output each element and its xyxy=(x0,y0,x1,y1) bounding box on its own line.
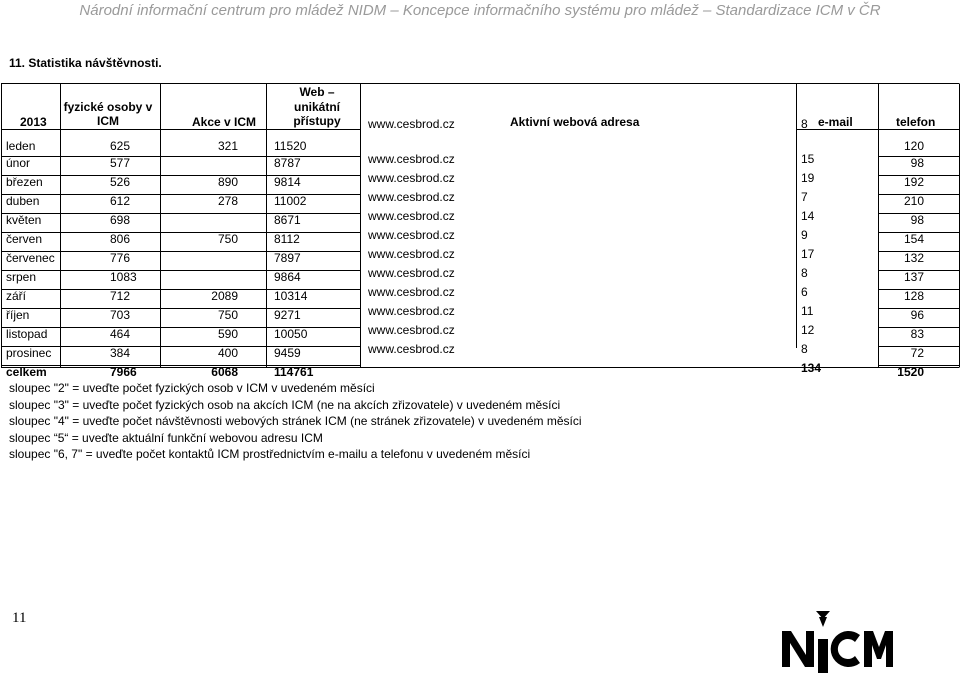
cell-address: www.cesbrod.cz xyxy=(368,285,455,299)
cell-persons: 384 xyxy=(110,346,131,360)
cell-phone: 98 xyxy=(910,213,924,227)
cell-actions: 890 xyxy=(217,175,238,189)
cell-persons: 625 xyxy=(110,139,131,153)
cell-phone: 192 xyxy=(903,175,924,189)
cell-email: 12 xyxy=(801,323,815,337)
cell-web: 10050 xyxy=(274,327,308,341)
cell-address: www.cesbrod.cz xyxy=(368,152,455,166)
header-year: 2013 xyxy=(20,115,47,129)
cell-email: 19 xyxy=(801,171,815,185)
cell-web: 7897 xyxy=(274,251,301,265)
cell-address: www.cesbrod.cz xyxy=(368,266,455,280)
cell-persons: 712 xyxy=(110,289,131,303)
cell-email: 8 xyxy=(801,342,808,356)
cell-persons: 806 xyxy=(110,232,131,246)
page-number: 11 xyxy=(12,610,27,626)
cell-address: www.cesbrod.cz xyxy=(368,171,455,185)
cell-actions: 750 xyxy=(217,232,238,246)
cell-month: leden xyxy=(6,139,36,153)
cell-web: 8112 xyxy=(274,232,300,246)
cell-actions: 590 xyxy=(217,327,238,341)
cell-month: celkem xyxy=(6,365,47,379)
cell-email: 8 xyxy=(801,117,808,131)
cell-month: září xyxy=(6,289,27,303)
column-notes xyxy=(9,380,582,463)
cell-month: říjen xyxy=(6,308,30,322)
cell-persons: 526 xyxy=(110,175,131,189)
cell-email: 15 xyxy=(801,152,815,166)
cell-address: www.cesbrod.cz xyxy=(368,342,455,356)
cell-phone: 132 xyxy=(903,251,924,265)
nicm-logo xyxy=(776,609,894,673)
document-header: Národní informační centrum pro mládež NIDM – Koncepce informačního systému pro mládež – Standardizace ICM v ČR xyxy=(79,2,881,19)
cell-web: 11002 xyxy=(274,194,307,208)
cell-month: květen xyxy=(6,213,42,227)
note-line: sloupec “5“ = uveďte aktuální funkční webovou adresu ICM xyxy=(9,430,323,445)
header-web-line3: přístupy xyxy=(293,114,341,128)
cell-web: 8787 xyxy=(274,156,301,170)
cell-actions: 6068 xyxy=(211,365,238,379)
note-line: sloupec "6, 7" = uveďte počet kontaktů ICM prostřednictvím e-mailu a telefonu v uvedeném měsíci xyxy=(9,447,531,462)
cell-web: 9864 xyxy=(274,270,301,284)
cell-month: červenec xyxy=(6,251,55,265)
cell-web: 9814 xyxy=(274,175,301,189)
cell-web: 10314 xyxy=(274,289,308,303)
cell-address: www.cesbrod.cz xyxy=(368,323,455,337)
cell-actions: 400 xyxy=(217,346,238,360)
cell-month: březen xyxy=(6,175,43,189)
cell-address: www.cesbrod.cz xyxy=(368,209,455,223)
logo-letter-n xyxy=(782,631,814,667)
cell-email: 14 xyxy=(801,209,815,223)
cell-persons: 1083 xyxy=(110,270,137,284)
cell-actions: 2089 xyxy=(211,289,238,303)
statistics-table xyxy=(0,83,960,379)
header-web xyxy=(270,85,364,129)
cell-phone: 210 xyxy=(903,194,924,208)
cell-address: www.cesbrod.cz xyxy=(368,247,455,261)
cell-phone: 98 xyxy=(910,156,924,170)
cell-web: 11520 xyxy=(274,139,307,153)
cell-email: 17 xyxy=(801,247,815,261)
cell-phone: 1520 xyxy=(897,365,924,379)
cell-actions: 321 xyxy=(217,139,238,153)
cell-persons: 464 xyxy=(110,327,131,341)
note-line: sloupec "3" = uveďte počet fyzických osob na akcích ICM (ne na akcích zřizovatele) v uvedeném měsíci xyxy=(9,397,561,412)
cell-persons: 577 xyxy=(110,156,131,170)
header-actions: Akce v ICM xyxy=(192,115,257,129)
cell-phone: 83 xyxy=(910,327,924,341)
logo-letter-i xyxy=(818,639,828,673)
cell-email: 9 xyxy=(801,228,808,242)
cell-web: 9459 xyxy=(274,346,301,360)
header-address: Aktivní webová adresa xyxy=(510,115,640,129)
cell-persons: 7966 xyxy=(110,365,137,379)
header-persons-line2: ICM xyxy=(97,114,119,128)
header-web-line2: unikátní xyxy=(293,99,340,114)
cell-persons: 698 xyxy=(110,213,131,227)
cell-phone: 72 xyxy=(910,346,924,360)
cell-email: 11 xyxy=(801,304,814,318)
logo-letter-c xyxy=(831,631,860,667)
cell-address: www.cesbrod.cz xyxy=(368,228,455,242)
cell-month: srpen xyxy=(6,270,37,284)
cell-month: duben xyxy=(6,194,40,208)
cell-email: 6 xyxy=(801,285,808,299)
cell-web: 114761 xyxy=(274,365,314,379)
header-persons xyxy=(60,100,156,128)
note-line: sloupec "2" = uveďte počet fyzických osob v ICM v uvedeném měsíci xyxy=(9,381,375,395)
cell-month: listopad xyxy=(6,327,48,341)
cell-phone: 154 xyxy=(903,232,924,246)
cell-email: 8 xyxy=(801,266,808,280)
cell-month: červen xyxy=(6,232,43,246)
cell-persons: 612 xyxy=(110,194,131,208)
header-email: e-mail xyxy=(818,115,853,129)
cell-month: prosinec xyxy=(6,346,52,360)
cell-phone: 137 xyxy=(903,270,924,284)
header-phone: telefon xyxy=(896,115,936,129)
cell-address: www.cesbrod.cz xyxy=(368,117,455,131)
header-persons-line1: fyzické osoby v xyxy=(63,100,153,114)
cell-email: 134 xyxy=(801,361,822,375)
header-web-line1: Web – xyxy=(299,85,335,99)
cell-address: www.cesbrod.cz xyxy=(368,304,455,318)
logo-letter-m xyxy=(864,631,893,667)
cell-web: 9271 xyxy=(274,308,301,322)
note-line: sloupec "4" = uveďte počet návštěvnosti webových stránek ICM (ne stránek zřizovatele) v uvedeném měsíci xyxy=(9,414,582,429)
cell-phone: 96 xyxy=(910,308,924,322)
section-title: 11. Statistika návštěvnosti. xyxy=(9,56,162,70)
cell-persons: 776 xyxy=(110,251,131,265)
cell-persons: 703 xyxy=(110,308,131,322)
cell-month: únor xyxy=(6,156,31,170)
cell-email: 7 xyxy=(801,190,808,204)
cell-web: 8671 xyxy=(274,213,301,227)
cell-phone: 128 xyxy=(903,289,924,303)
cell-actions: 278 xyxy=(217,194,238,208)
cell-address: www.cesbrod.cz xyxy=(368,190,455,204)
cell-phone: 120 xyxy=(903,139,924,153)
cell-actions: 750 xyxy=(217,308,238,322)
